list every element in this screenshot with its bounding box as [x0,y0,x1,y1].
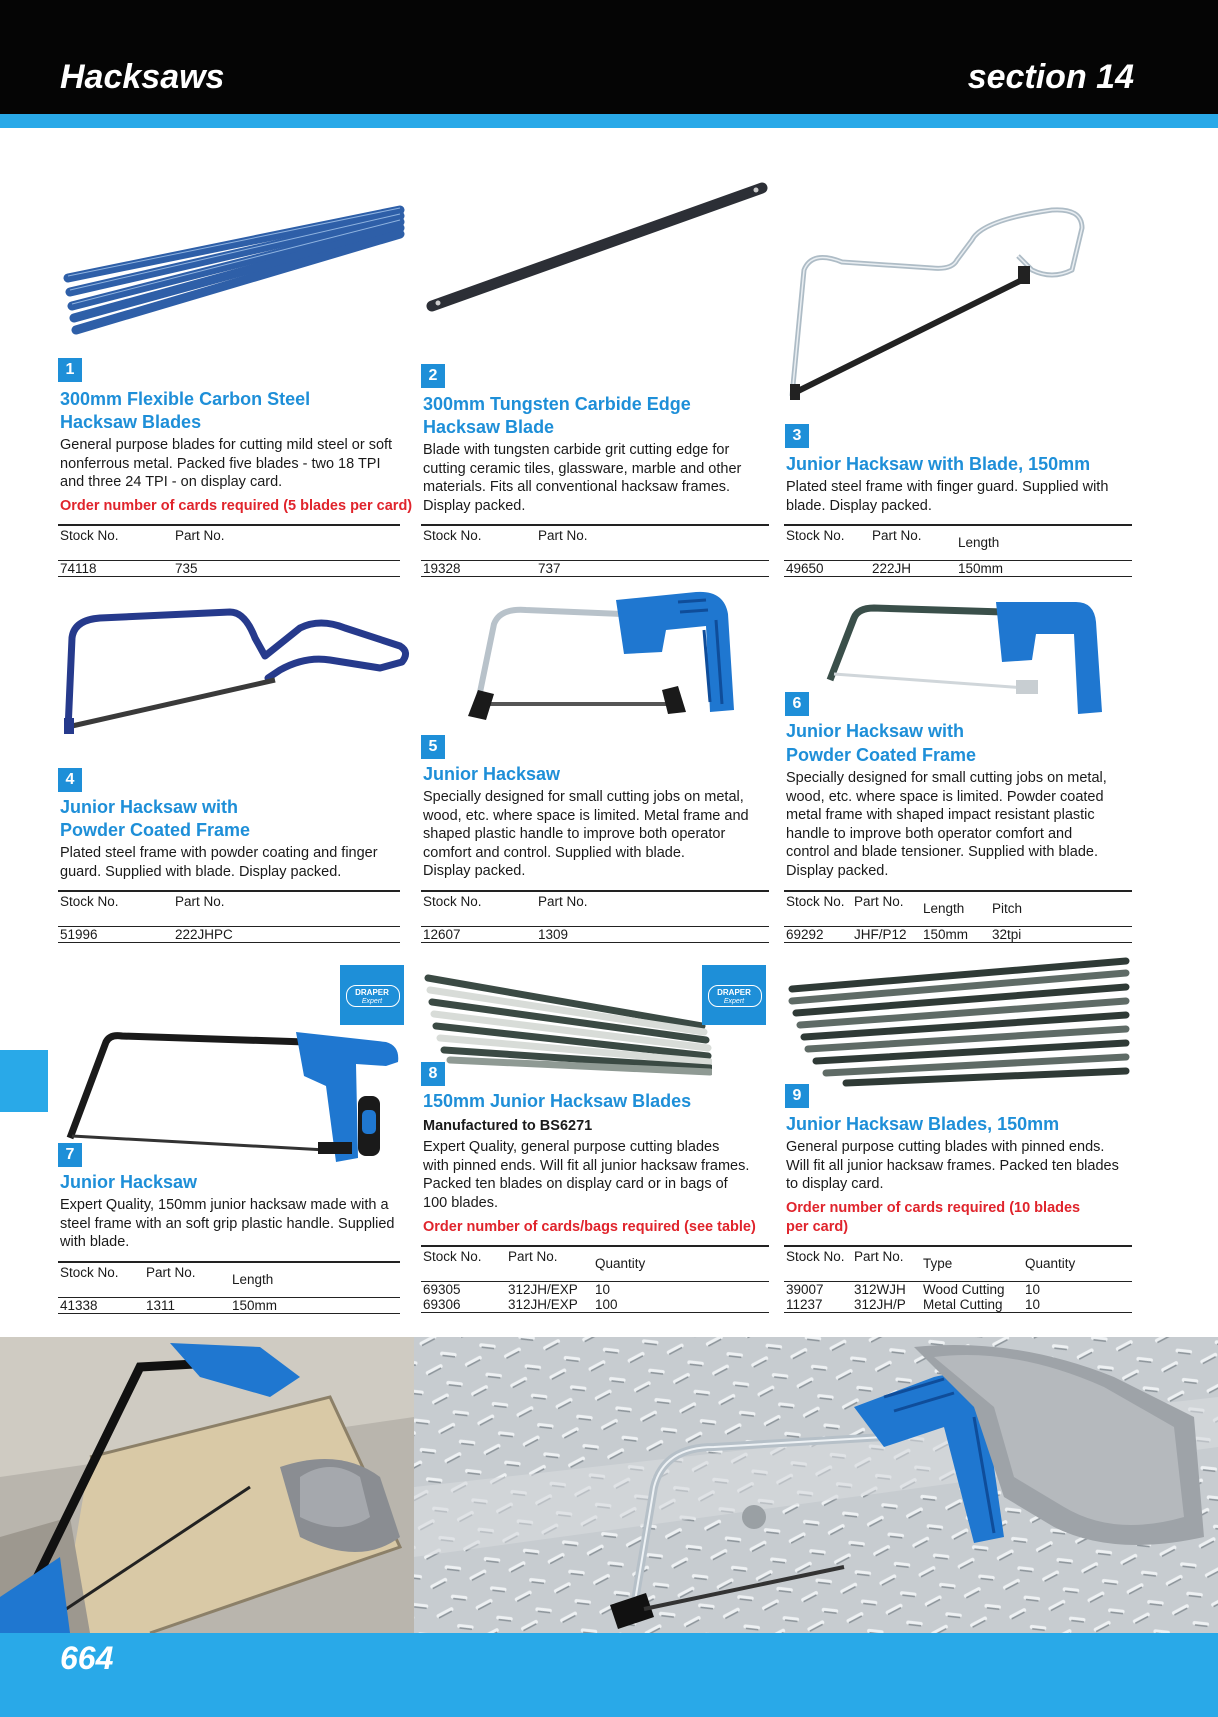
product-3-description: Plated steel frame with finger guard. Supplied with blade. Display packed. [786,479,1109,514]
product-7-title-line1: Junior Hacksaw [60,1172,198,1192]
product-5-title-line1: Junior Hacksaw [423,764,561,784]
product-6-image [826,600,1126,720]
product-1-image [58,200,408,340]
product-5-number: 5 [421,735,445,759]
product-2-description: Blade with tungsten carbide grit cutting edge for cutting ceramic tiles, glassware, marble and other materials. Fits all conventional hacksaw frames. Display packed. [423,442,742,514]
product-8-subtitle: Manufactured to BS6271 [423,1118,593,1134]
table-row: 19328 737 [421,561,769,577]
table-row: 69305 312JH/EXP 10 [423,1282,611,1297]
product-8-title-line1: 150mm Junior Hacksaw Blades [423,1091,692,1111]
product-9-order-note: Order number of cards required (10 blades per card) [786,1200,1081,1235]
product-8-description: Expert Quality, general purpose cutting blades with pinned ends. Will fit all junior hacksaw frames. Packed ten blades on display card or in bags of 100 blades. [423,1139,750,1211]
product-4-description: Plated steel frame with powder coating and finger guard. Supplied with blade. Display packed. [60,845,378,880]
product-4-title-line1: Junior Hacksaw with [60,797,239,817]
section-label: section 14 [967,58,1134,96]
product-2-table: Stock No. Part No. 19328 737 [421,524,769,577]
product-5-table: Stock No. Part No. 12607 1309 [421,890,769,943]
product-1-number: 1 [58,358,82,382]
table-row: 39007 312WJH Wood Cutting 10 [786,1282,1041,1297]
product-8-number: 8 [421,1062,445,1086]
product-9-number: 9 [785,1084,809,1108]
product-8-order-note: Order number of cards/bags required (see table) [423,1219,756,1235]
product-4-title-line2: Powder Coated Frame [60,820,251,840]
product-3-image [782,200,1142,410]
page-title: Hacksaws [60,58,225,96]
product-1-title-line1: 300mm Flexible Carbon Steel [60,389,311,409]
product-3-number: 3 [785,424,809,448]
product-8-table: Stock No. Part No. Quantity 69305 312JH/EXP 10 69306 312JH/EXP 100 [421,1245,769,1313]
product-9-description: General purpose cutting blades with pinned ends. Will fit all junior hacksaw frames. Packed ten blades to display card. [786,1139,1119,1192]
table-row: 69306 312JH/EXP 100 [421,1297,769,1313]
product-6-number: 6 [785,692,809,716]
product-6-description: Specially designed for small cutting jobs on metal, wood, etc. where space is limited. Powder coated metal frame with shaped impact resistant plastic handle to improve both operator comfort and control and blade tensioner. Supplied with blade. Display packed. [786,770,1107,879]
product-1-title-line2: Hacksaw Blades [60,412,202,432]
product-6-title-line1: Junior Hacksaw with [786,721,965,741]
product-2-image [420,178,770,318]
product-3-title-line1: Junior Hacksaw with Blade, 150mm [786,454,1091,474]
draper-expert-badge: DRAPER Expert [340,965,404,1025]
product-4-table: Stock No. Part No. 51996 222JHPC [58,890,400,943]
table-row: 69292 JHF/P12 150mm 32tpi [784,927,1132,943]
table-row: 51996 222JHPC [58,927,400,943]
product-1-table: Stock No. Part No. 74118 735 [58,524,400,577]
page-number: 664 [60,1640,114,1676]
product-7-description: Expert Quality, 150mm junior hacksaw made with a steel frame with an soft grip plastic handle. Supplied with blade. [60,1197,395,1250]
table-row: 41338 1311 150mm [58,1298,400,1314]
draper-expert-badge: DRAPER Expert [702,965,766,1025]
product-7-table: Stock No. Part No. Length 41338 1311 150mm [58,1261,400,1314]
product-6-table: Stock No. Part No. Length Pitch 69292 JHF/P12 150mm 32tpi [784,890,1132,943]
product-4-number: 4 [58,768,82,792]
photo-junior-hacksaw-in-use [414,1337,1218,1633]
table-row: 74118 735 [58,561,400,577]
section-side-tab [0,1050,48,1112]
product-5-image [466,590,766,725]
header-accent-band [0,114,1218,128]
product-3-table: Stock No. Part No. Length 49650 222JH 150mm [784,524,1132,577]
product-9-title-line1: Junior Hacksaw Blades, 150mm [786,1114,1060,1134]
product-2-title-line1: 300mm Tungsten Carbide Edge [423,394,691,414]
photo-tile-cutting [0,1337,414,1633]
product-9-image [786,955,1132,1090]
table-row: 12607 1309 [421,927,769,943]
product-2-number: 2 [421,364,445,388]
table-row: 49650 222JH 150mm [784,561,1132,577]
product-1-order-note: Order number of cards required (5 blades per card) [60,498,413,514]
product-7-image [56,1030,406,1170]
product-6-title-line2: Powder Coated Frame [786,745,977,765]
product-5-description: Specially designed for small cutting jobs on metal, wood, etc. where space is limited. Metal frame and shaped plastic handle to improve both operator comfort and control. Supplied with blade. Display packed. [423,789,749,879]
product-8-image [422,968,712,1076]
product-9-table: Stock No. Part No. Type Quantity 39007 312WJH Wood Cutting 10 11237 312JH/P Metal Cutting 10 [784,1245,1132,1313]
product-4-image [60,598,410,738]
table-row: 11237 312JH/P Metal Cutting 10 [784,1297,1132,1313]
footer-bar [0,1633,1218,1717]
product-2-title-line2: Hacksaw Blade [423,417,555,437]
product-1-description: General purpose blades for cutting mild steel or soft nonferrous metal. Packed five blades - two 18 TPI and three 24 TPI - on display card. [60,437,393,490]
product-7-number: 7 [58,1143,82,1167]
